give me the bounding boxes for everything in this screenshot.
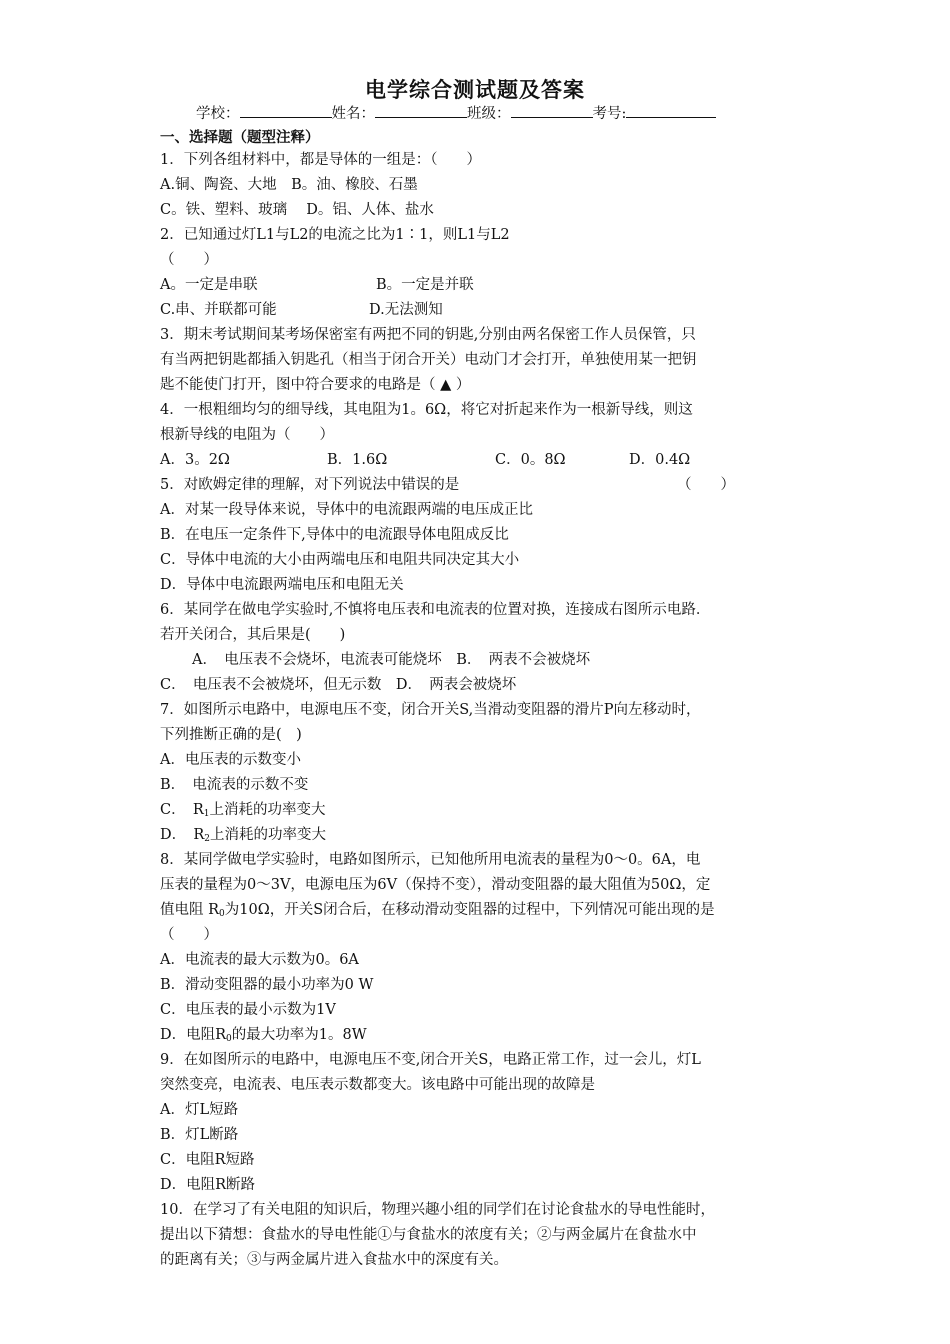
- q9-option-d: D．电阻R断路: [160, 1177, 256, 1193]
- q6-line-1: 6．某同学在做电学实验时,不慎将电压表和电流表的位置对换，连接成右图所示电路．: [160, 602, 711, 618]
- q7-option-b: B． 电流表的示数不变: [160, 777, 309, 793]
- q5-paren: （ ）: [677, 477, 735, 493]
- q5-stem: 5．对欧姆定律的理解，对下列说法中错误的是: [160, 477, 460, 493]
- q7-option-c: [160, 798, 800, 823]
- q7-option-c-label: C． R: [160, 802, 204, 818]
- page-title: 电学综合测试题及答案: [365, 78, 585, 102]
- q8-line-3-subscript: 0: [219, 909, 225, 919]
- q5-option-a: A．对某一段导体来说，导体中的电流跟两端的电压成正比: [160, 502, 533, 518]
- q5-option-d: D．导体中电流跟两端电压和电阻无关: [160, 577, 404, 593]
- q8-line-1: 8．某同学做电学实验时，电路如图所示，已知他所用电流表的量程为0～0。6A，电: [160, 852, 701, 868]
- q2-option-a: A。一定是串联: [160, 277, 258, 293]
- q8-option-d-subscript: 0: [226, 1034, 232, 1044]
- q3-line-1: 3．期末考试期间某考场保密室有两把不同的钥匙,分别由两名保密工作人员保管，只: [160, 327, 696, 343]
- q8-line-2: 压表的量程为0～3V，电源电压为6V（保持不变），滑动变阻器的最大阻值为50Ω，定: [160, 877, 711, 893]
- q4-options: [160, 448, 800, 473]
- q7-option-d: [160, 823, 800, 848]
- q8-option-b: B．滑动变阻器的最小功率为0 W: [160, 977, 374, 993]
- q8-line-4: （ ）: [160, 927, 218, 943]
- q8-option-d-label: D．电阻R: [160, 1027, 227, 1043]
- q7-option-c-subscript: 1: [203, 809, 210, 819]
- q4-line-2: 根新导线的电阻为（ ）: [160, 427, 334, 443]
- q5-option-b: B．在电压一定条件下,导体中的电流跟导体电阻成反比: [160, 527, 509, 543]
- student-info-line: [196, 102, 716, 123]
- q7-line-1: 7．如图所示电路中，电源电压不变，闭合开关S,当滑动变阻器的滑片P向左移动时，: [160, 702, 701, 718]
- q5-option-c: C．导体中电流的大小由两端电压和电阻共同决定其大小: [160, 552, 520, 568]
- q7-option-d-label: D． R: [160, 827, 205, 843]
- name-blank[interactable]: [375, 103, 467, 118]
- q10-line-2: 提出以下猜想：食盐水的导电性能①与食盐水的浓度有关；②与两金属片在食盐水中: [160, 1227, 697, 1243]
- q7-option-c-text: 上消耗的功率变大: [209, 802, 326, 818]
- q1-options-ab: A.铜、陶瓷、大地 B。油、橡胶、石墨: [160, 177, 418, 193]
- q2-option-c: C.串、并联都可能: [160, 302, 277, 318]
- number-blank[interactable]: [626, 103, 716, 118]
- q8-option-d: [160, 1023, 800, 1048]
- q8-option-a: A．电流表的最大示数为0。6A: [160, 952, 359, 968]
- section-heading: 一、选择题（题型注释）: [160, 130, 320, 146]
- q4-option-a: A．3。2Ω: [160, 452, 230, 468]
- q1-options-cd: C。铁、塑料、玻璃 D。铝、人体、盐水: [160, 202, 434, 218]
- q4-option-c: C．0。8Ω: [495, 452, 566, 468]
- q2-option-b: B。一定是并联: [376, 277, 474, 293]
- q10-line-3: 的距离有关；③与两金属片进入食盐水中的深度有关。: [160, 1252, 508, 1268]
- q8-line-3-pre: 值电阻 R: [160, 902, 220, 918]
- q8-option-c: C．电压表的最小示数为1V: [160, 1002, 336, 1018]
- name-label: 姓名：: [331, 106, 375, 122]
- q6-options-ab: A． 电压表不会烧坏，电流表可能烧坏 B． 两表不会被烧坏: [192, 652, 591, 668]
- class-label: 班级：: [467, 106, 511, 122]
- number-label: 考号:: [592, 106, 627, 122]
- q7-option-d-subscript: 2: [204, 834, 211, 844]
- q3-line-2: 有当两把钥匙都插入钥匙孔（相当于闭合开关）电动门才会打开，单独使用某一把钥: [160, 352, 697, 368]
- q7-option-d-text: 上消耗的功率变大: [210, 827, 327, 843]
- school-label: 学校：: [196, 106, 240, 122]
- q8-line-3-post: 为10Ω，开关S闭合后，在移动滑动变阻器的过程中，下列情况可能出现的是: [224, 902, 715, 918]
- q2-option-d: D.无法测知: [369, 302, 443, 318]
- q6-options-cd: C． 电压表不会被烧坏，但无示数 D． 两表会被烧坏: [160, 677, 517, 693]
- q4-option-b: B．1.6Ω: [327, 452, 388, 468]
- q9-option-b: B．灯L断路: [160, 1127, 239, 1143]
- q9-option-c: C．电阻R短路: [160, 1152, 255, 1168]
- q7-option-a: A．电压表的示数变小: [160, 752, 301, 768]
- q8-line-3: [160, 898, 800, 923]
- q2-options-ab: [160, 273, 800, 298]
- q2-stem: 2．已知通过灯L1与L2的电流之比为1∶1，则L1与L2: [160, 227, 510, 243]
- q4-option-d: D．0.4Ω: [629, 452, 691, 468]
- q9-option-a: A．灯L短路: [160, 1102, 239, 1118]
- q9-line-1: 9．在如图所示的电路中，电源电压不变,闭合开关S，电路正常工作，过一会儿，灯L: [160, 1052, 701, 1068]
- q3-line-3: 匙不能使门打开，图中符合要求的电路是（ ▲ ）: [160, 377, 471, 393]
- q7-line-2: 下列推断正确的是( ): [160, 727, 302, 743]
- q9-line-2: 突然变亮，电流表、电压表示数都变大。该电路中可能出现的故障是: [160, 1077, 595, 1093]
- q4-line-1: 4．一根粗细均匀的细导线，其电阻为1。6Ω，将它对折起来作为一根新导线，则这: [160, 402, 693, 418]
- q5-stem-line: [160, 473, 800, 498]
- school-blank[interactable]: [240, 103, 332, 118]
- question-list: [160, 148, 800, 1273]
- q6-line-2: 若开关闭合，其后果是( ): [160, 627, 346, 643]
- q2-options-cd: [160, 298, 800, 323]
- class-blank[interactable]: [511, 103, 593, 118]
- q2-stem-paren: （ ）: [160, 252, 218, 268]
- q8-option-d-text: 的最大功率为1。8W: [231, 1027, 367, 1043]
- q1-stem: 1．下列各组材料中，都是导体的一组是：（ ）: [160, 152, 481, 168]
- q10-line-1: 10．在学习了有关电阻的知识后，物理兴趣小组的同学们在讨论食盐水的导电性能时，: [160, 1202, 715, 1218]
